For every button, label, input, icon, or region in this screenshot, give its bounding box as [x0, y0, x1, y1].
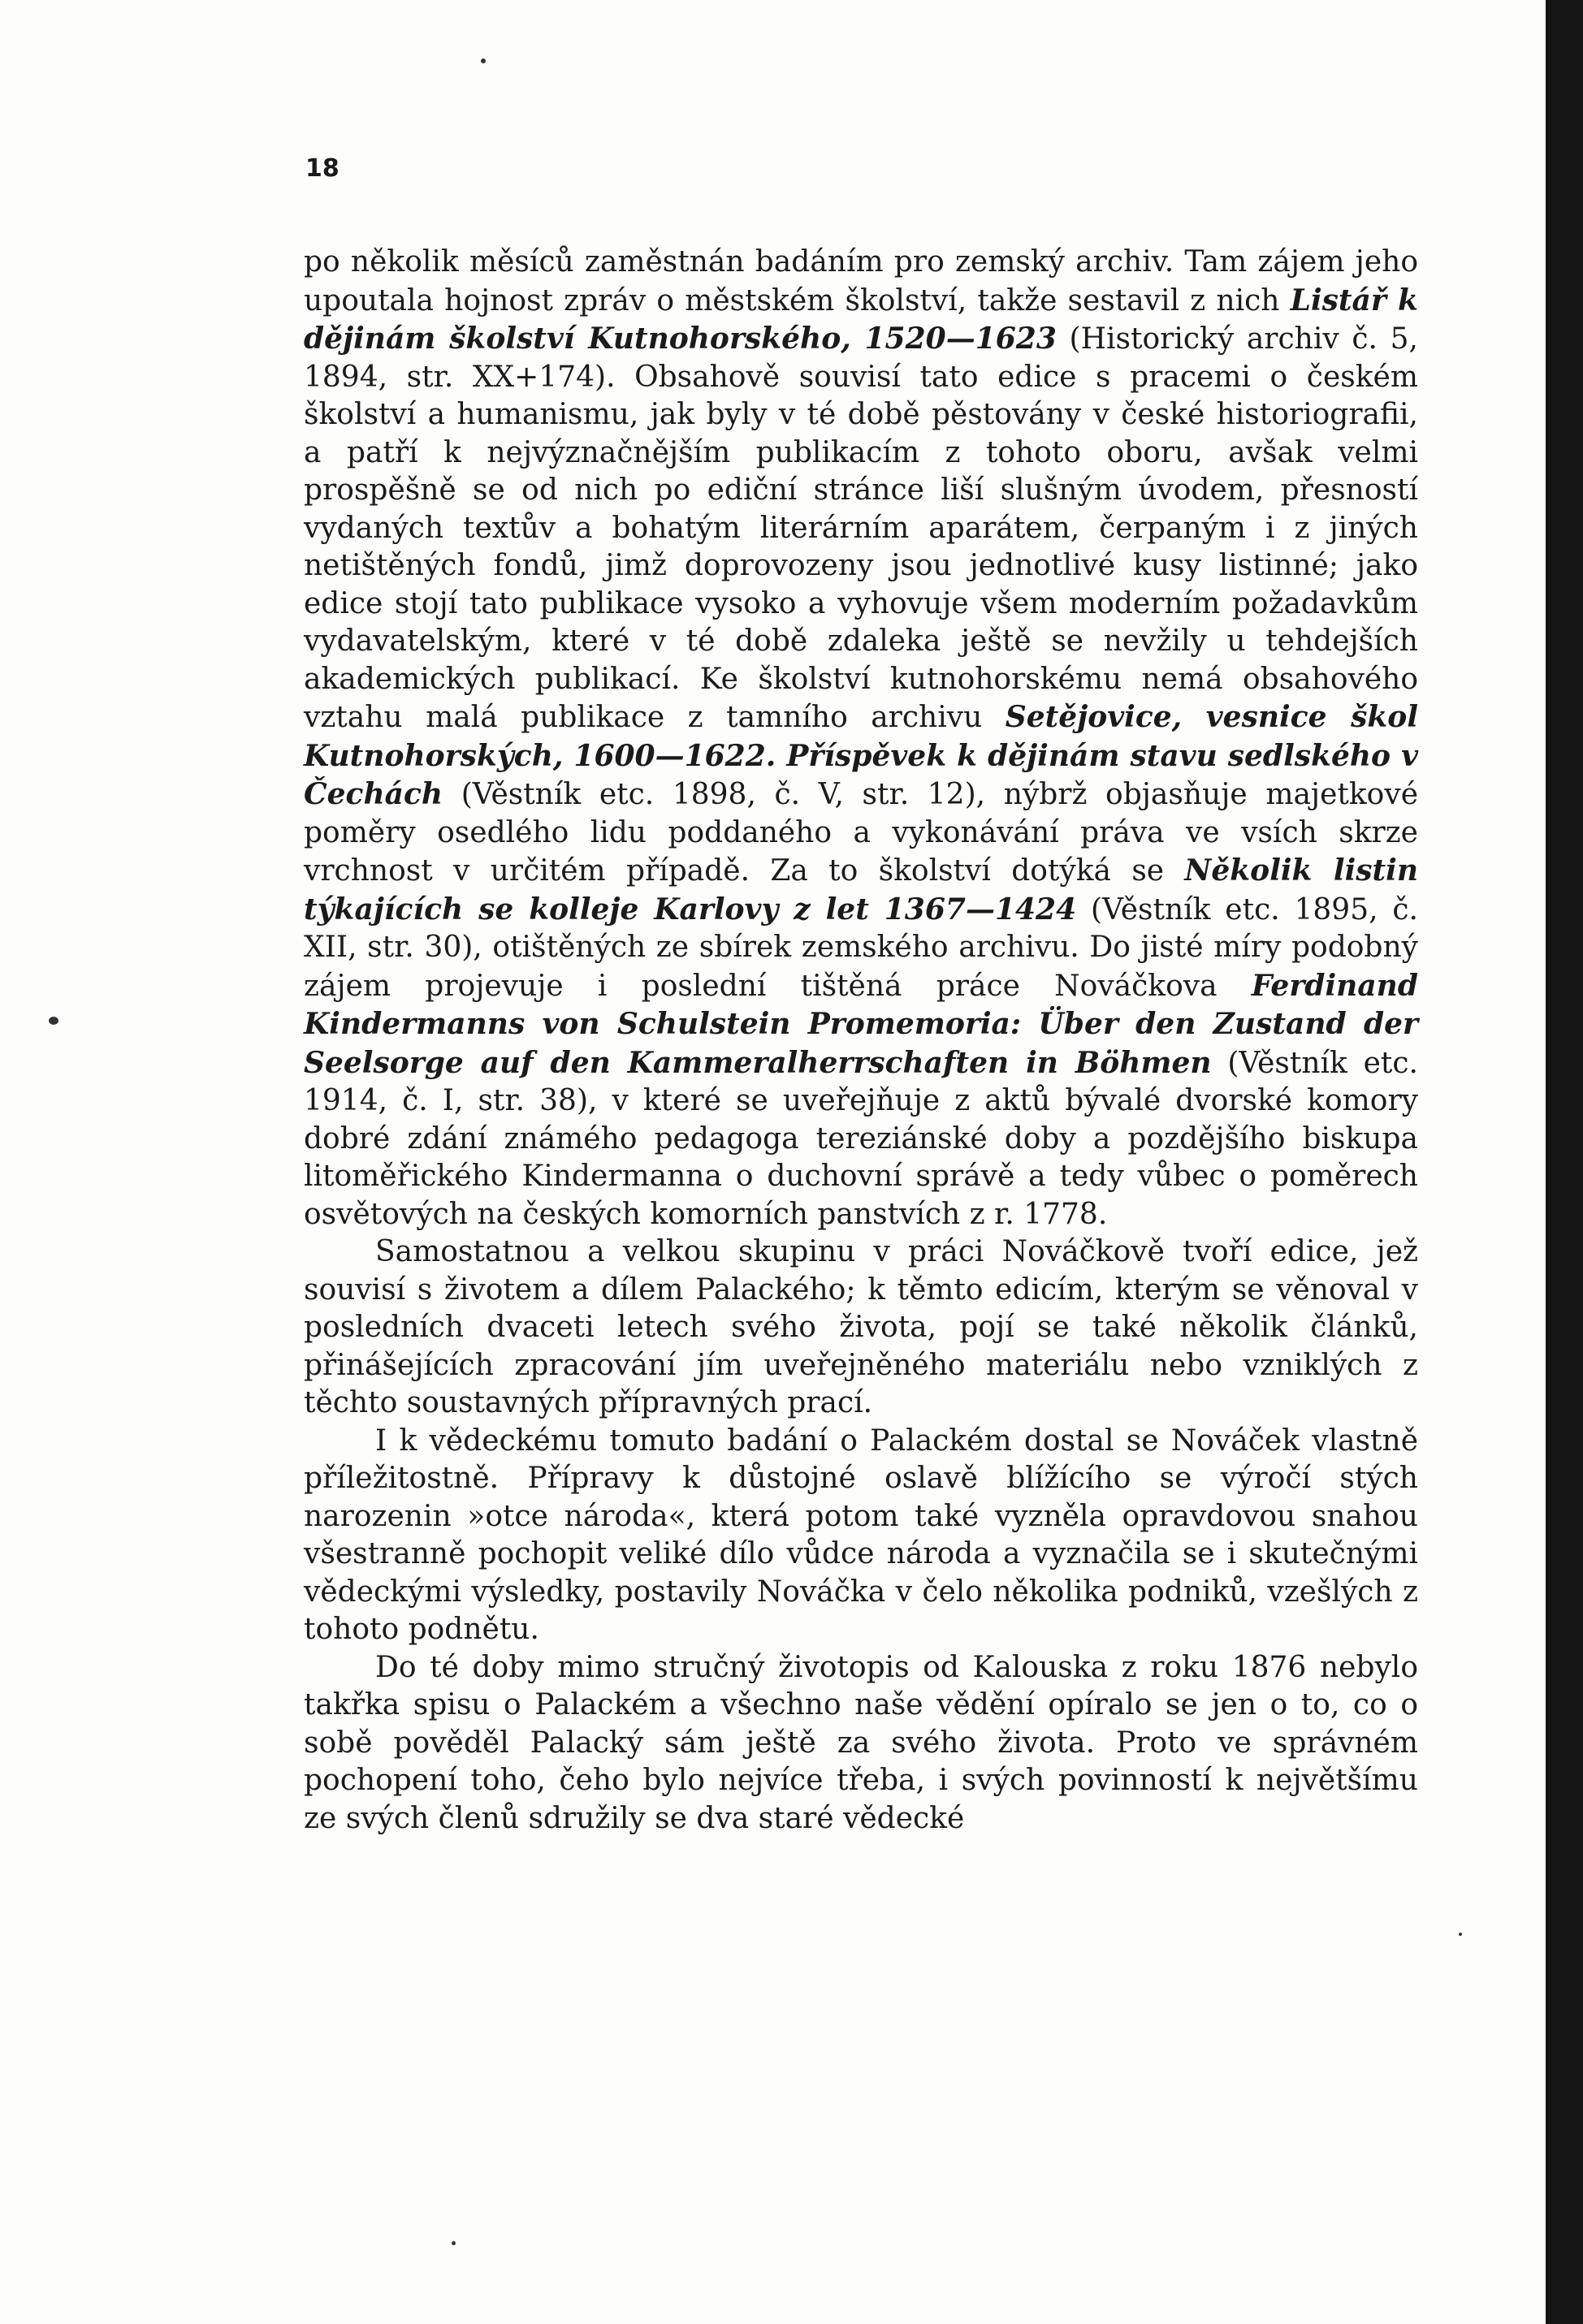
scan-speck	[452, 2241, 456, 2245]
text-segment: (Historický archiv č. 5, 1894, str. XX+174). Obsahově souvisí tato edice s pracemi o českém školství a humanismu, jak byly v té době pěstovány v české historiografii, a patří k nejvýznačnějším publikacím z tohoto oboru, avšak velmi prospěšně se od nich po ediční stránce liší slušným úvodem, přesností vydaných textův a bohatým literárním aparátem, čerpaným i z jiných netištěných fondů, jimž doprovozeny jsou jednotlivé kusy listinné; jako edice stojí tato publikace vysoko a vyhovuje všem moderním požadavkům vydavatelským, které v té době zdaleka ještě se nevžily u tehdejších akademických publikací. Ke školství kutnohorskému nemá obsahového vztahu malá publikace z tamního archivu	[304, 322, 1418, 734]
book-title: Listář k dějinám školství Kutnohorského, 1520—1623	[304, 283, 1419, 356]
text-segment: (Věstník etc. 1898, č. V, str. 12), nýbrž objasňuje majetkové poměry osedlého lidu poddaného a vykonávání práva ve vsích skrze vrchnost v určitém případě. Za to školství dotýká se	[304, 778, 1418, 888]
page-number: 18	[305, 154, 340, 183]
scan-speck	[49, 1017, 58, 1025]
scan-edge-border	[1546, 0, 1583, 2324]
book-title: Setějovice, vesnice škol Kutnohorských, 1600—1622. Příspěvek k dějinám stavu sedlského v Čechách	[304, 700, 1418, 811]
text-segment: I k vědeckému tomuto badání o Palackém dostal se Nováček vlastně příležitostně. Přípravy k důstojné oslavě blížícího se výročí stých narozenin »otce národa«, která potom také vyzněla opravdovou snahou všestranně pochopit veliké dílo vůdce národa a vyznačila se i skutečnými vědeckými výsledky, postavily Nováčka v čelo několika podniků, vzešlých z tohoto podnětu.	[304, 1423, 1418, 1646]
scan-speck	[1459, 1933, 1462, 1936]
paragraph	[304, 1649, 1418, 1838]
paragraph	[304, 1233, 1418, 1423]
text-segment: Do té doby mimo stručný životopis od Kalouska z roku 1876 nebylo takřka spisu o Palackém a všechno naše vědění opíralo se jen o to, co o sobě pověděl Palacký sám ještě za svého života. Proto ve správném pochopení toho, čeho bylo nejvíce třeba, i svých povinností k největšímu ze svých členů sdružily se dva staré vědecké	[304, 1650, 1418, 1835]
text-segment: (Věstník etc. 1895, č. XII, str. 30), otištěných ze sbírek zemského archivu. Do jisté míry podobný zájem projevuje i poslední tištěná práce Nováčkova	[304, 892, 1418, 1003]
text-segment: po několik měsíců zaměstnán badáním pro zemský archiv. Tam zájem jeho upoutala hojnost zpráv o městském školství, takže sestavil z nich	[304, 245, 1418, 317]
book-title: Ferdinand Kindermanns von Schulstein Promemoria: Über den Zustand der Seelsorge auf den Kammeralherrschaften in Böhmen	[304, 968, 1418, 1080]
paragraph	[304, 1423, 1418, 1649]
text-segment: (Věstník etc. 1914, č. I, str. 38), v které se uveřejňuje z aktů bývalé dvorské komory dobré zdání známého pedagoga tereziánské doby a pozdějšího biskupa litoměřického Kindermanna o duchovní správě a tedy vůbec o poměrech osvětových na českých komorních panstvích z r. 1778.	[304, 1046, 1419, 1231]
paragraph	[304, 244, 1418, 1233]
text-segment: Samostatnou a velkou skupinu v práci Nováčkově tvoří edice, jež souvisí s životem a dílem Palackého; k těmto edicím, kterým se věnoval v posledních dvaceti letech svého života, pojí se také několik článků, přinášejících zpracování jím uveřejněného materiálu nebo vzniklých z těchto soustavných přípravných prací.	[304, 1235, 1418, 1419]
body-text	[304, 244, 1418, 1838]
scan-speck	[481, 58, 486, 63]
book-title: Několik listin týkajících se kolleje Karlovy z let 1367—1424	[304, 853, 1418, 927]
